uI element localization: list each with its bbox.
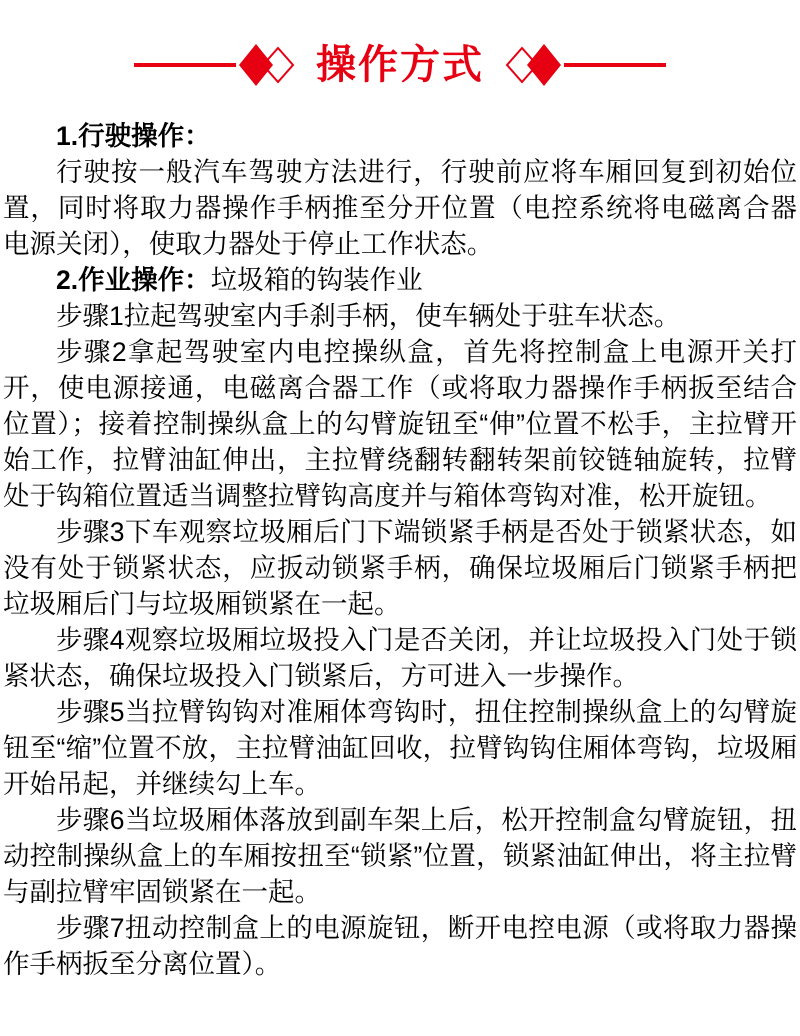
section-title-banner (0, 36, 800, 94)
section2-heading-label: 2.作业操作： (56, 265, 211, 295)
step-paragraph-6: 步骤6当垃圾厢体落放到副车架上后，松开控制盒勾臂旋钮，扭动控制操纵盒上的车厢按扭至“锁紧”位置，锁紧油缸伸出，将主拉臂与副拉臂牢固锁紧在一起。 (3, 805, 797, 907)
page-title: 操作方式 (316, 43, 484, 87)
right-diamond-pair-icon (504, 42, 562, 88)
right-rule-line (564, 63, 666, 67)
step-paragraph-1: 步骤1拉起驾驶室内手刹手柄，使车辆处于驻车状态。 (56, 301, 681, 331)
step-paragraph-4: 步骤4观察垃圾厢垃圾投入门是否关闭，并让垃圾投入门处于锁紧状态，确保垃圾投入门锁紧后，方可进入一步操作。 (3, 625, 797, 691)
section1-heading-label: 1.行驶操作： (56, 121, 211, 151)
section1-paragraph: 行驶按一般汽车驾驶方法进行，行驶前应将车厢回复到初始位置，同时将取力器操作手柄推至分开位置（电控系统将电磁离合器电源关闭），使取力器处于停止工作状态。 (3, 157, 797, 259)
section2-heading (3, 262, 797, 298)
left-diamond-pair-icon (238, 42, 296, 88)
instruction-text (0, 118, 800, 982)
section2-heading-note: 垃圾箱的钩装作业 (210, 265, 423, 295)
left-rule-line (134, 63, 236, 67)
step-paragraph-7: 步骤7扭动控制盒上的电源旋钮，断开电控电源（或将取力器操作手柄扳至分离位置）。 (3, 913, 797, 979)
section1-heading (3, 118, 797, 154)
step-paragraph-3: 步骤3下车观察垃圾厢后门下端锁紧手柄是否处于锁紧状态，如没有处于锁紧状态，应扳动锁紧手柄，确保垃圾厢后门锁紧手柄把垃圾厢后门与垃圾厢锁紧在一起。 (3, 517, 797, 619)
step-paragraph-2: 步骤2拿起驾驶室内电控操纵盒，首先将控制盒上电源开关打开，使电源接通，电磁离合器工作（或将取力器操作手柄扳至结合位置）；接着控制操纵盒上的勾臂旋钮至“伸”位置不松手，主拉臂开始工作，拉臂油缸伸出，主拉臂绕翻转翻转架前铰链轴旋转，拉臂处于钩箱位置适当调整拉臂钩高度并与箱体弯钩对准，松开旋钮。 (3, 337, 797, 511)
step-paragraph-5: 步骤5当拉臂钩钩对准厢体弯钩时，扭住控制操纵盒上的勾臂旋钮至“缩”位置不放，主拉臂油缸回收，拉臂钩钩住厢体弯钩，垃圾厢开始吊起，并继续勾上车。 (3, 697, 797, 799)
